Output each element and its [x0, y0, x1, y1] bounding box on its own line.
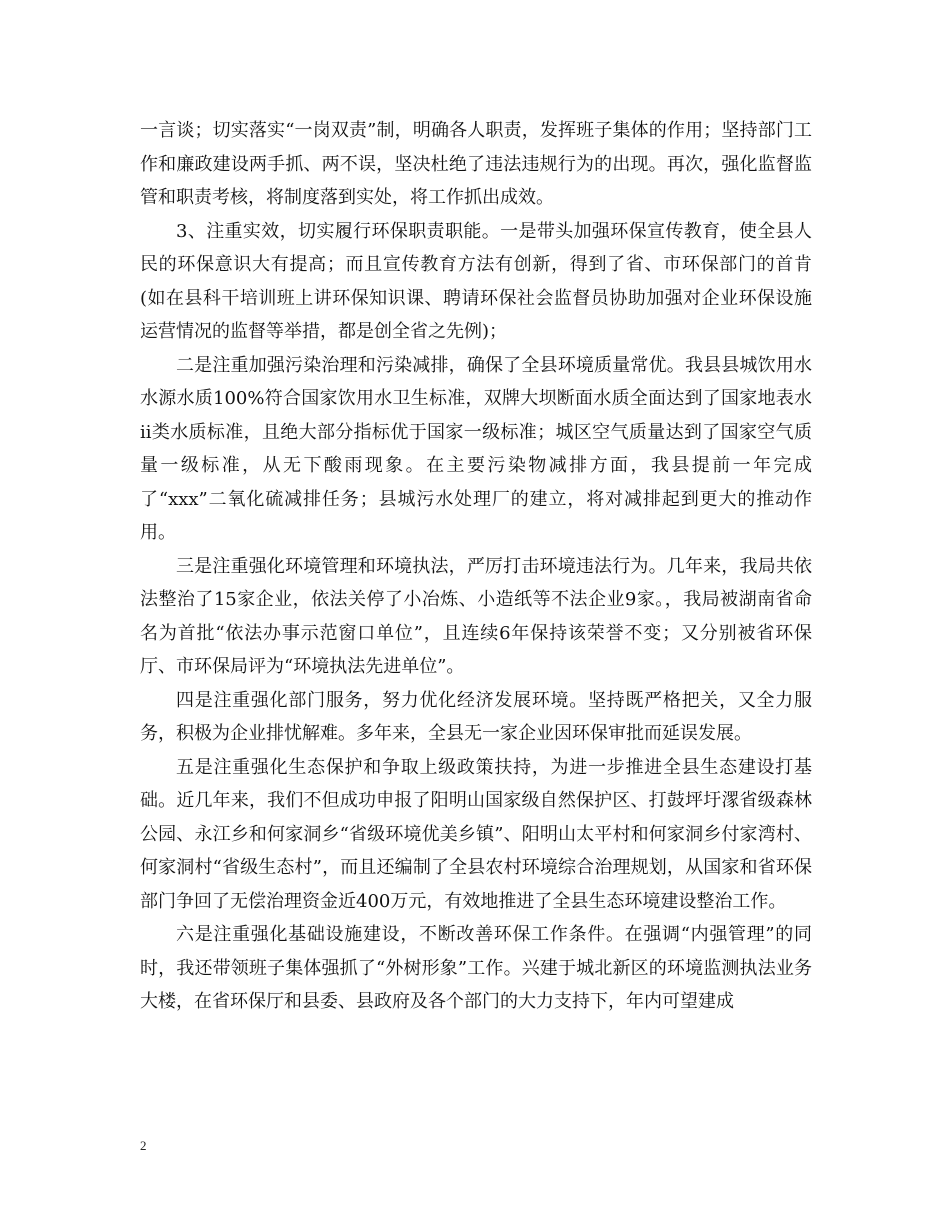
paragraph-1: 一言谈；切实落实“一岗双责”制，明确各人职责，发挥班子集体的作用；坚持部门工作和廉政建设两手抓、两不误，坚决杜绝了违法违规行为的出现。再次，强化监督监管和职责考核，将制度落到实处，将工作抓出成效。 [140, 120, 812, 208]
paragraph-7: 六是注重强化基础设施建设，不断改善环保工作条件。在强调“内强管理”的同时，我还带领班子集体强抓了“外树形象”工作。兴建于城北新区的环境监测执法业务大楼，在省环保厅和县委、县政府及各个部门的大力支持下，年内可望建成 [140, 924, 812, 1012]
paragraph-3: 二是注重加强污染治理和污染减排，确保了全县环境质量常优。我县县城饮用水水源水质100%符合国家饮用水卫生标准，双牌大坝断面水质全面达到了国家地表水ii类水质标准，且绝大部分指标优于国家一级标准；城区空气质量达到了国家空气质量一级标准，从无下酸雨现象。在主要污染物减排方面，我县提前一年完成了“xxx”二氧化硫减排任务；县城污水处理厂的建立，将对减排起到更大的推动作用。 [140, 354, 812, 543]
paragraph-5: 四是注重强化部门服务，努力优化经济发展环境。坚持既严格把关，又全力服务，积极为企业排忧解难。多年来，全县无一家企业因环保审批而延误发展。 [140, 689, 812, 744]
paragraph-4: 三是注重强化环境管理和环境执法，严厉打击环境违法行为。几年来，我局共依法整治了15家企业，依法关停了小冶炼、小造纸等不法企业9家。，我局被湖南省命名为首批“依法办事示范窗口单位”，且连续6年保持该荣誉不变；又分别被省环保厅、市环保局评为“环境执法先进单位”。 [140, 555, 812, 677]
paragraph-6: 五是注重强化生态保护和争取上级政策扶持，为进一步推进全县生态建设打基础。近几年来，我们不但成功申报了阳明山国家级自然保护区、打鼓坪圩潈省级森林公园、永江乡和何家洞乡“省级环境优美乡镇”、阳明山太平村和何家洞乡付家湾村、何家洞村“省级生态村”，而且还编制了全县农村环境综合治理规划，从国家和省环保部门争回了无偿治理资金近400万元，有效地推进了全县生态环境建设整治工作。 [140, 756, 812, 912]
body-text [140, 114, 812, 1019]
paragraph-2: 3、注重实效，切实履行环保职责职能。一是带头加强环保宣传教育，使全县人民的环保意识大有提高；而且宣传教育方法有创新，得到了省、市环保部门的首肯(如在县科干培训班上讲环保知识课、聘请环保社会监督员协助加强对企业环保设施运营情况的监督等举措，都是创全省之先例)； [140, 220, 812, 342]
page-number: 2 [140, 1138, 147, 1153]
